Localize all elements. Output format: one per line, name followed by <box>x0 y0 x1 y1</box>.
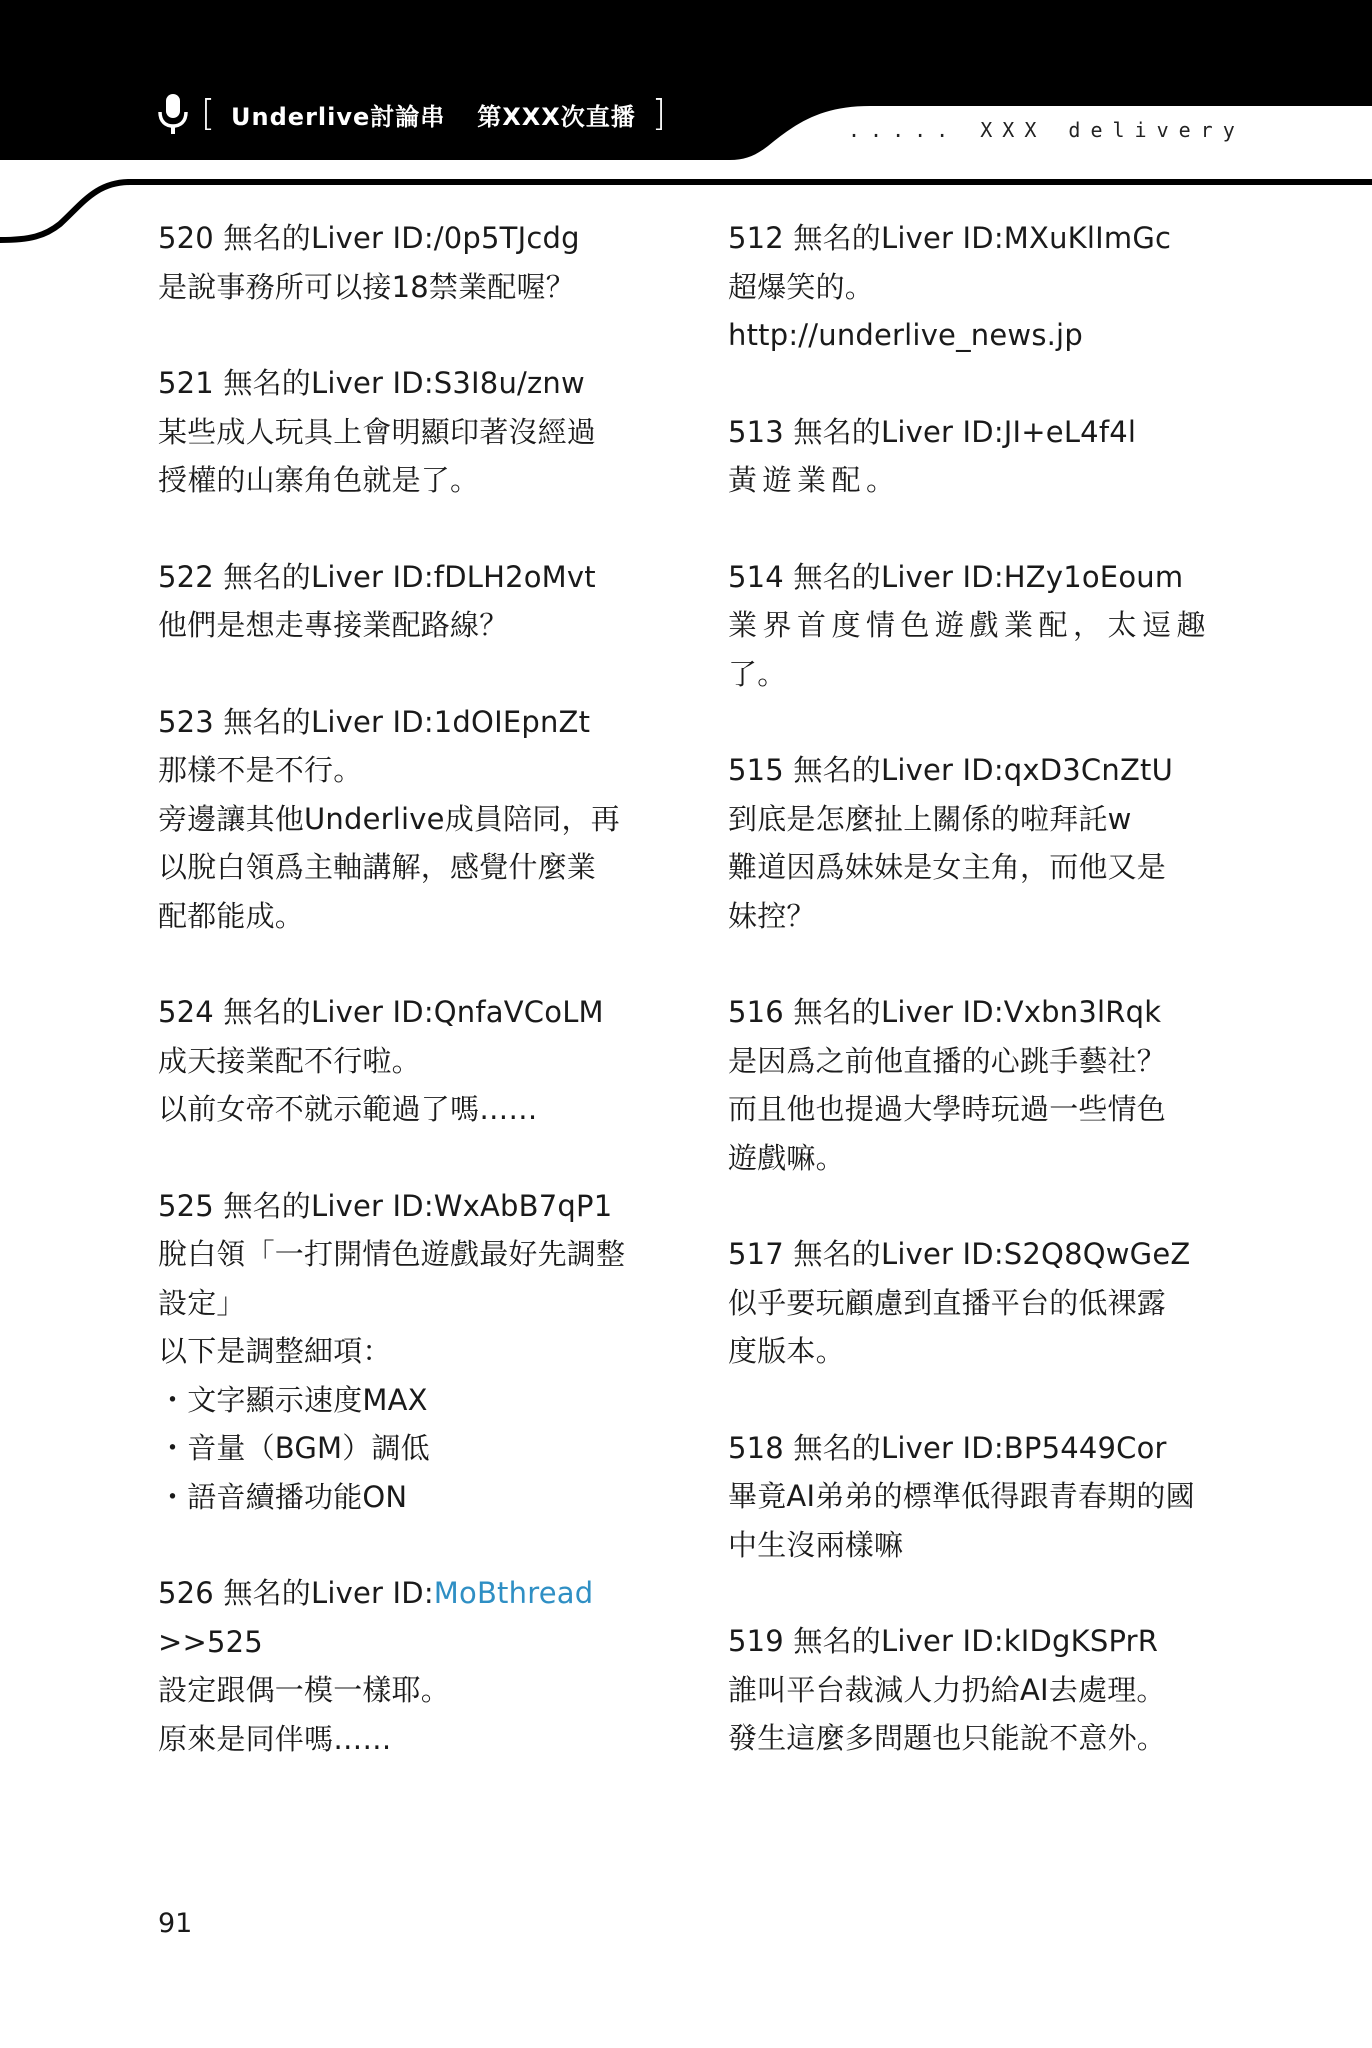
post-header: 515 無名的Liver ID:qxD3CnZtU <box>728 753 1174 787</box>
post-header: 517 無名的Liver ID:S2Q8QwGeZ <box>728 1237 1191 1271</box>
post-line: 成天接業配不行啦。 <box>158 1043 421 1078</box>
post-header: 516 無名的Liver ID:Vxbn3lRqk <box>728 995 1162 1029</box>
header-title <box>155 92 666 136</box>
post <box>728 1424 1248 1570</box>
post-line: 以前女帝不就示範過了嗎…… <box>158 1092 538 1126</box>
post-line: ・語音續播功能ON <box>158 1479 408 1514</box>
post <box>728 1617 1248 1763</box>
delivery-label: ..... XXX delivery <box>848 118 1245 142</box>
post-header <box>158 1569 678 1618</box>
post-header: 512 無名的Liver ID:MXuKlImGc <box>728 221 1172 255</box>
post-line: 似乎要玩顧慮到直播平台的低裸露 <box>728 1285 1167 1320</box>
post <box>158 1569 678 1763</box>
board-name: Underlive討論串 <box>231 102 446 131</box>
post-line: 業界首度情色遊戲業配，太逗趣 <box>728 608 1212 642</box>
post <box>158 553 678 650</box>
broadcast-number: 第XXX次直播 <box>477 102 636 131</box>
post-line: 中生沒兩樣嘛 <box>728 1527 904 1562</box>
post <box>728 988 1248 1182</box>
post-line: 某些成人玩具上會明顯印著沒經過 <box>158 414 597 449</box>
post <box>728 408 1248 505</box>
microphone-icon <box>155 92 191 136</box>
post-header: 520 無名的Liver ID:/0p5TJcdg <box>158 221 580 255</box>
post-line: 旁邊讓其他Underlive成員陪同，再 <box>158 801 620 836</box>
post-line: 遊戲嘛。 <box>728 1140 845 1175</box>
page-number: 91 <box>158 1908 193 1939</box>
post-line: 原來是同伴嗎…… <box>158 1721 392 1756</box>
bracket-close: ] <box>651 93 666 134</box>
post-line: ・文字顯示速度MAX <box>158 1382 428 1417</box>
post-line: 了。 <box>728 656 787 691</box>
post-line: 設定」 <box>158 1285 246 1320</box>
post-line: ・音量（BGM）調低 <box>158 1431 430 1465</box>
post-line: 配都能成。 <box>158 898 305 933</box>
post-header: 524 無名的Liver ID:QnfaVCoLM <box>158 995 604 1029</box>
post-line: http://underlive_news.jp <box>728 318 1083 352</box>
post <box>158 359 678 505</box>
post-line: 度版本。 <box>728 1334 845 1368</box>
post <box>728 746 1248 940</box>
post-line: 是因爲之前他直播的心跳手藝社？ <box>728 1043 1167 1078</box>
post-line: 發生這麼多問題也只能說不意外。 <box>728 1721 1167 1755</box>
post-line: 以下是調整細項： <box>158 1334 392 1368</box>
poster-id-link[interactable]: MoBthread <box>433 1576 594 1610</box>
post <box>728 1230 1248 1376</box>
post-line: >>525 <box>158 1624 263 1659</box>
post-line: 到底是怎麼扯上關係的啦拜託w <box>728 801 1132 836</box>
post-line: 他們是想走專接業配路線？ <box>158 608 509 642</box>
post-header: 522 無名的Liver ID:fDLH2oMvt <box>158 559 596 594</box>
post <box>158 1182 678 1522</box>
bracket-open: [ <box>201 93 216 134</box>
post-header: 514 無名的Liver ID:HZy1oEoum <box>728 559 1184 594</box>
post-header: 521 無名的Liver ID:S3I8u/znw <box>158 366 585 400</box>
post-header: 523 無名的Liver ID:1dOIEpnZt <box>158 704 591 739</box>
post-header: 513 無名的Liver ID:JI+eL4f4l <box>728 414 1137 449</box>
right-column <box>728 214 1248 1811</box>
post-line: 超爆笑的。 <box>728 269 875 304</box>
post <box>728 214 1248 360</box>
post <box>728 553 1248 699</box>
post-line: 以脫白領爲主軸講解，感覺什麼業 <box>158 850 597 884</box>
post-line: 誰叫平台裁減人力扔給AI去處理。 <box>728 1672 1166 1707</box>
post-line: 授權的山寨角色就是了。 <box>158 463 480 497</box>
post-line: 黃遊業配。 <box>728 463 901 497</box>
post-line: 難道因爲妹妹是女主角，而他又是 <box>728 850 1167 884</box>
post-header: 518 無名的Liver ID:BP5449Cor <box>728 1430 1167 1465</box>
post-line: 畢竟AI弟弟的標準低得跟青春期的國 <box>728 1479 1195 1513</box>
post-line: 而且他也提過大學時玩過一些情色 <box>728 1092 1167 1126</box>
post-line: 設定跟偶一模一樣耶。 <box>158 1673 451 1707</box>
post-line: 脫白領「一打開情色遊戲最好先調整 <box>158 1237 626 1271</box>
post-header: 519 無名的Liver ID:kIDgKSPrR <box>728 1624 1159 1658</box>
post <box>158 698 678 941</box>
post-header: 525 無名的Liver ID:WxAbB7qP1 <box>158 1188 613 1223</box>
post-header-text: 526 無名的Liver ID: <box>158 1576 434 1610</box>
post <box>158 214 678 311</box>
post-line: 那樣不是不行。 <box>158 753 363 787</box>
post <box>158 988 678 1134</box>
post-line: 是說事務所可以接18禁業配喔？ <box>158 269 575 304</box>
post-line: 妹控？ <box>728 898 816 933</box>
left-column <box>158 214 678 1811</box>
